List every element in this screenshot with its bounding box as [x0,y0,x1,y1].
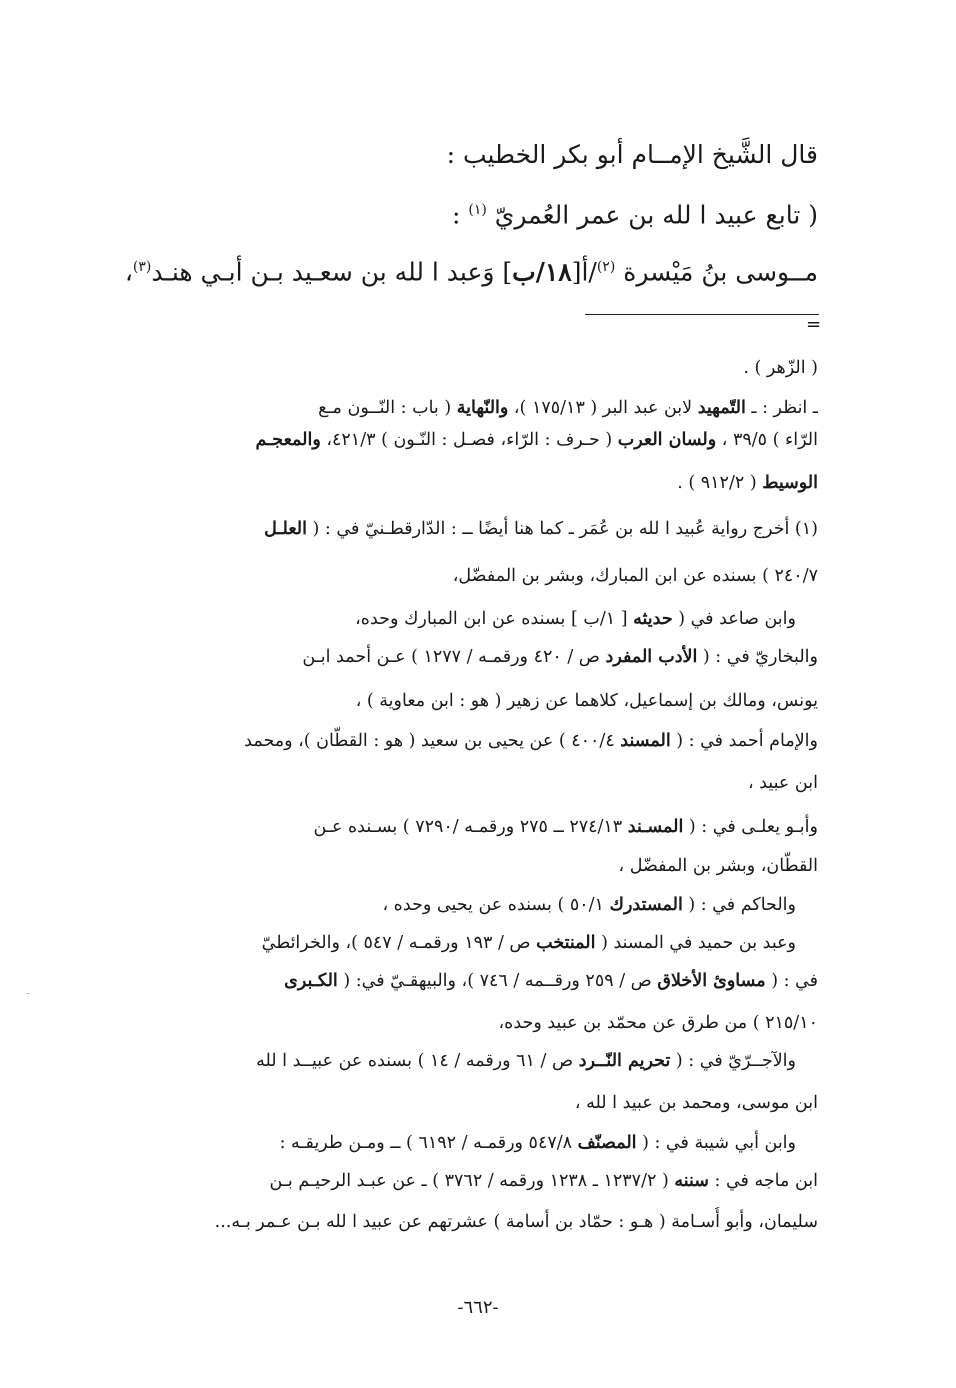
footnote-text: ٥٠/١ ) بسنده عن يحيى وحده ، [382,895,610,915]
source-title: حديثه [633,609,673,629]
footnote-text: ٢٧٤/١٣ ــ ٢٧٥ ورقمـه /٧٢٩٠ ) بسـنده عـن [313,817,628,837]
footnote-line [112,1166,818,1196]
footnote-line [112,561,818,591]
footnote-text: وابن صاعد في ( [672,609,796,629]
footnote-text: (١) أخرج رواية عُبيد ا لله بن عُمَر ـ كما هنا أيضًا ــ : الدّارقطـنيّ في : ( [306,519,818,539]
footnote-text: في : ( [765,971,818,991]
manuscript-folio-ref: ١٨/ب [512,257,572,287]
footnote-text: سليمان، وأبو أُسـامة ( هـو : حمّاد بن أسامة ) عشرتهم عن عبيد ا لله بـن عـمر بـه... [214,1212,818,1232]
footnote-line [112,726,818,756]
footnote-text: يونس، ومالك بن إسماعيل، كلاهما عن زهير ( هو : ابن معاوية ) ، [355,691,818,711]
footnote-text: والحاكم في : ( [682,895,796,915]
source-title: المنتخب [536,933,596,953]
main-text-line-1 [112,135,818,175]
footnote-ref: (٢) [596,259,616,275]
source-title: العلـل [264,519,307,539]
source-title: مساوئ الأخلاق [657,971,766,991]
footnote-text: ٤٠٠/٤ ) عن يحيى بن سعيد ( هو : القطّان )، ومحمد [244,731,621,751]
footnote-text: القطّان، وبشر بن المفضّل ، [618,856,818,876]
footnote-line [112,1128,796,1158]
footnote-line [112,353,818,383]
footnote-line [112,604,796,634]
footnote-line [112,812,818,842]
source-title: والنّهاية [456,398,509,418]
footnote-text: ( ٩١٢/٢ ) . [677,473,763,493]
main-text-line-2 [112,190,818,235]
footnote-text: ابن ماجه في : [708,1171,818,1191]
footnote-line [112,1088,818,1118]
footnote-text: ص / ٤٢٠ ورقمـه / ١٢٧٧ ) عـن أحمد ابـن [302,647,606,667]
main-text: مــوسى بنُ مَيْسرة [615,257,818,287]
footnote-text: ـ انظر : ـ [745,398,818,418]
source-title: الأدب المفرد [605,647,698,667]
source-title: الكـبرى [284,971,338,991]
footnote-line [112,393,818,423]
source-title: تحريم النّــرد [578,1051,671,1071]
source-title: ولسان العرب [617,430,717,450]
main-text: ] وَعبد ا لله بن سعـيد بـن أبـي هنـد [151,257,513,287]
source-title: والمعجـم [255,430,321,450]
main-text: قال الشَّيخ الإمــام أبو بكر الخطيب : [446,140,818,169]
footnote-line [112,768,818,798]
source-title: سننه [674,1171,709,1191]
footnote-text: ( حـرف : الرّاء، فصـل : النّـون ) ٤٢١/٣، [320,430,618,450]
scan-speck [26,993,29,994]
main-text: ( تابع عبيد ا لله بن عمر العُمريّ [486,200,818,230]
footnote-text: ٢٤٠/٧ ) بسنده عن ابن المبارك، وبشر بن المفضّل، [452,566,818,586]
page-number: -٦٦٢- [457,1297,499,1318]
footnote-text: لابن عبد البر ( ١٧٥/١٣ )، [508,398,698,418]
source-title: الوسيط [762,473,818,493]
footnote-text: وعبد بن حميد في المسند ( [595,933,796,953]
footnote-text: والآجــرّيّ في : ( [670,1051,796,1071]
footnote-ref: (٣) [132,259,152,275]
footnote-text: وأبـو يعلـى في : ( [683,817,818,837]
footnote-text: ابن عبيد ، [747,773,818,793]
footnote-text: ( ١٢٣٧/٢ ـ ١٢٣٨ ورقمه / ٣٧٦٢ ) ـ عن عبـد الرحيـم بـن [269,1171,675,1191]
footnote-text: ص / ٢٥٩ ورقــمه / ٧٤٦ )، والبيهقـيّ في: ( [337,971,658,991]
footnote-line [112,686,818,716]
footnote-text: والبخاريّ في : ( [697,647,818,667]
footnote-line [112,1008,818,1038]
footnote-text: [ ١/ب ] بسنده عن ابن المبارك وحده، [355,609,634,629]
footnote-text: ابن موسى، ومحمد بن عبيد ا لله ، [574,1093,818,1113]
source-title: التّمهيد [697,398,746,418]
footnote-line [112,425,818,455]
footnote-ref: (١) [468,202,487,218]
footnote-text: والإمام أحمد في : ( [670,731,818,751]
source-title: المسـند [627,817,684,837]
source-title: المسند [620,731,671,751]
main-text-line-3 [110,247,818,292]
main-text: /أ[ [571,257,597,287]
footnote-line [112,966,818,996]
footnote-text: وابن أبي شيبة في : ( [636,1133,796,1153]
footnote-line [112,468,818,498]
footnote-text: ( باب : النّــون مـع [318,398,457,418]
main-text: : [452,200,469,230]
main-text: ، [124,257,133,287]
footnote-line [112,851,818,881]
footnote-text: ٢١٥/١٠ ) من طرق عن محمّد بن عبيد وحده، [498,1013,818,1033]
continuation-mark: = [806,314,822,335]
footnote-line [112,1207,818,1237]
footnote-text: ص / ٦١ ورقمه / ١٤ ) بسنده عن عبيــد ا لله [256,1051,579,1071]
footnote-separator-line [585,314,819,315]
footnote-line [112,642,818,672]
footnote-line [112,890,796,920]
footnote-line [112,514,818,544]
footnote-text: ص / ١٩٣ ورقمـه / ٥٤٧ )، والخرائطيّ [261,933,537,953]
footnote-text: ٥٤٧/٨ ورقمـه / ٦١٩٢ ) ــ ومـن طريقـه : [279,1133,578,1153]
source-title: المستدرك [609,895,683,915]
footnote-line [112,928,796,958]
source-title: المصنّف [577,1133,637,1153]
footnote-line [112,1046,796,1076]
footnote-text: الرّاء ) ٣٩/٥ ، [716,430,818,450]
footnote-text: ( الزّهر ) . [743,358,818,378]
